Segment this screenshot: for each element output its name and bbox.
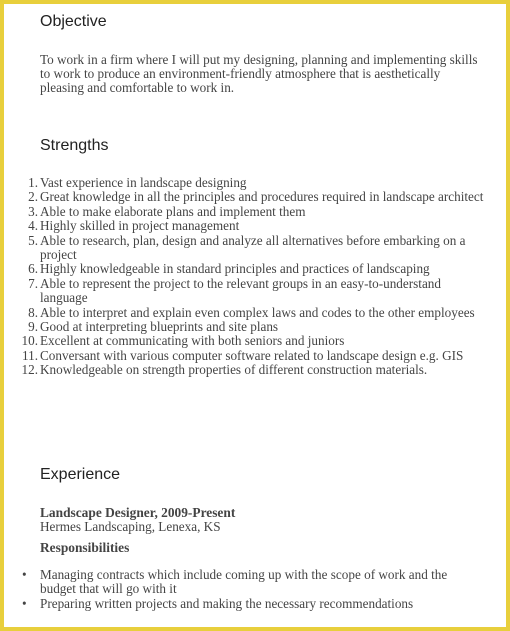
list-number: 11. [22, 347, 38, 363]
list-item-text: Vast experience in landscape designing [40, 175, 247, 190]
list-item-text: Highly knowledgeable in standard principles and practices of landscaping [40, 261, 430, 277]
list-item-text: Able to represent the project to the relevant groups in an easy-to-understand language [40, 275, 441, 306]
objective-heading: Objective [40, 13, 107, 30]
list-item-text: Excellent at communicating with both seniors and juniors [40, 333, 345, 349]
list-item [22, 347, 486, 363]
job-company: Hermes Landscaping, Lenexa, KS [40, 519, 221, 534]
list-item-text: Able to research, plan, design and analyze all alternatives before embarking on a project [40, 232, 466, 263]
list-number: 8. [28, 304, 38, 320]
list-number: 4. [28, 218, 38, 234]
bullet-icon: • [22, 595, 27, 611]
list-item-text: Managing contracts which include coming up with the scope of work and the budget that will go with it [40, 567, 448, 597]
list-item [22, 567, 486, 597]
list-item [28, 189, 486, 205]
list-number: 1. [28, 175, 38, 190]
list-number: 9. [28, 319, 38, 335]
list-item [22, 595, 486, 611]
list-item [21, 362, 486, 378]
objective-text: To work in a firm where I will put my designing, planning and implementing skills to work to produce an environment-friendly atmosphere that is aesthetically pleasing and comfortable to work in. [40, 52, 478, 95]
list-item-text: Able to make elaborate plans and implement them [40, 203, 306, 219]
list-item [28, 218, 486, 234]
strengths-heading: Strengths [40, 137, 109, 154]
list-number: 3. [28, 203, 38, 219]
list-number: 10. [21, 333, 38, 349]
list-item [28, 304, 486, 320]
list-item-text: Preparing written projects and making the necessary recommendations [40, 595, 414, 611]
list-item [28, 175, 486, 190]
experience-heading: Experience [40, 466, 121, 483]
list-item [28, 275, 486, 306]
list-item [28, 232, 486, 263]
list-item [28, 319, 486, 335]
list-item-text: Conversant with various computer software related to landscape design e.g. GIS [40, 347, 464, 363]
list-item [28, 203, 486, 219]
list-number: 7. [28, 275, 38, 291]
list-number: 12. [21, 362, 38, 378]
list-item [21, 333, 486, 349]
responsibilities-list [22, 567, 486, 611]
strengths-list [21, 175, 486, 378]
job-title: Landscape Designer, 2009-Present [40, 505, 236, 520]
list-number: 2. [28, 189, 38, 205]
list-item-text: Great knowledge in all the principles and procedures required in landscape architect [40, 189, 484, 205]
list-item-text: Highly skilled in project management [40, 218, 240, 234]
responsibilities-heading: Responsibilities [40, 540, 130, 555]
list-number: 5. [28, 232, 38, 248]
list-item-text: Knowledgeable on strength properties of different construction materials. [40, 362, 428, 378]
bullet-icon: • [22, 567, 27, 582]
list-number: 6. [28, 261, 38, 277]
list-item-text: Good at interpreting blueprints and site plans [40, 319, 279, 335]
list-item-text: Able to interpret and explain even complex laws and codes to the other employees [40, 304, 475, 320]
list-item [28, 261, 486, 277]
